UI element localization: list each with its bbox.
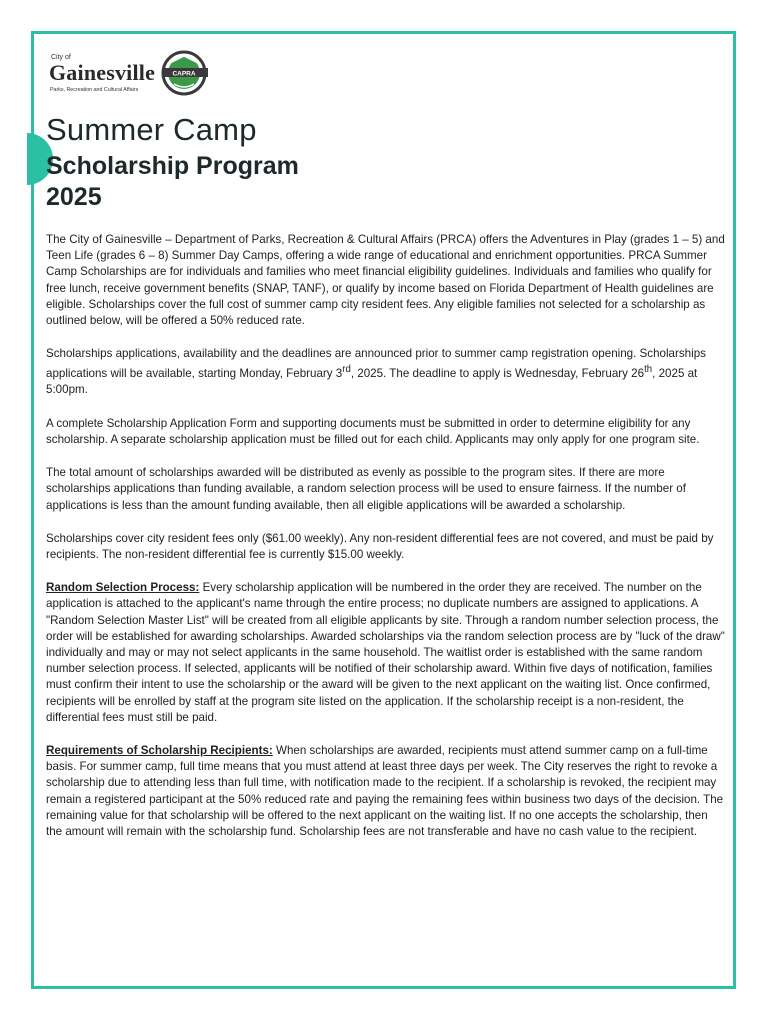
requirements-text: When scholarships are awarded, recipients must attend summer camp on a full-time basis. For summer camp, full time means that you must attend at least three days per week. The City reserves the right to revoke a scholarship due to attending less than full time, with notification made to the recipient. If a scholarship is revoked, the recipient may remain a registered participant at the 50% reduced rate and paying the remaining fees within business two days of the decision. The remaining value for that scholarship will be offered to the next applicant on the waiting list. If no one accepts the scholarship, then the amount will remain with the scholarship fund. Scholarship fees are not transferable and have no cash value to the recipient. xyxy=(46,743,724,838)
document-body xyxy=(46,232,726,857)
svg-text:CAPRA: CAPRA xyxy=(172,70,196,78)
deadline-text-3: , 2025 at 5:00pm. xyxy=(46,367,698,397)
deadline-sup-2: th xyxy=(644,364,653,376)
title-summer-camp: Summer Camp xyxy=(46,112,257,147)
paragraph-random-selection xyxy=(46,580,726,726)
random-selection-text: Every scholarship application will be numbered in the order they are received. The number on the application is attached to the applicant's name through the entire process; no duplicate numbers are assigned to applications. A "Random Selection Master List" will be created from all eligible applicants by site. Through a random number selection process, the order will be established for awarding scholarships. Awarded scholarships via the random selection process are by "luck of the draw" individually and may or may not select applicants in the same household. The waitlist order is established with the same random number selection process. If selected, applicants will be notified of their scholarship award. Within five days of notification, families must confirm their intent to use the scholarship or the award will be given to the next applicant on the waiting list. Once confirmed, recipients will be enrolled by staff at the program site listed on the application. If the scholarship receipt is a non-resident, the differential fees must still be paid. xyxy=(46,581,725,724)
heading-random-selection: Random Selection Process: xyxy=(46,581,200,595)
title-scholarship-program: Scholarship Program xyxy=(46,152,299,180)
deadline-text-1: Scholarships applications, availability and the deadlines are announced prior to summer camp registration opening. Scholarships applications will be available, starting Monday, February 3 xyxy=(46,347,706,381)
logo-subtitle: Parks, Recreation and Cultural Affairs xyxy=(50,87,139,93)
logo-name: Gainesville xyxy=(49,60,156,85)
paragraph-distribution: The total amount of scholarships awarded will be distributed as evenly as possible to the program sites. If there are more scholarships applications than funding available, a random selection process will be used to ensure fairness. If the number of applications is less than the amount funding available, then all eligible applications will be awarded a scholarship. xyxy=(46,466,686,512)
logo-city-of: City of xyxy=(51,54,71,61)
paragraph-intro: The City of Gainesville – Department of Parks, Recreation & Cultural Affairs (PRCA) offers the Adventures in Play (grades 1 – 5) and Teen Life (grades 6 – 8) Summer Day Camps, offering a wide range of educational and enrichment opportunities. PRCA Summer Camp Scholarships are for individuals and families who meet financial eligibility guidelines. Individuals and families who qualify for free lunch, receive government benefits (SNAP, TANF), or qualify by income based on Florida Department of Health guidelines are eligible. Scholarships cover the full cost of summer camp city resident fees. Any eligible families not selected for a scholarship as outlined below, will be offered a 50% reduced rate. xyxy=(46,233,725,328)
heading-requirements: Requirements of Scholarship Recipients: xyxy=(46,743,273,757)
city-logo xyxy=(48,52,218,102)
paragraph-deadlines xyxy=(46,346,726,398)
capra-badge-icon xyxy=(160,50,212,96)
deadline-text-2: , 2025. The deadline to apply is Wednesday, February 26 xyxy=(350,367,645,381)
deadline-sup-1: rd xyxy=(342,364,351,376)
paragraph-application: A complete Scholarship Application Form and supporting documents must be submitted in order to determine eligibility for any scholarship. A separate scholarship application must be filled out for each child. Applicants may only apply for one program site. xyxy=(46,416,700,446)
paragraph-fees: Scholarships cover city resident fees only ($61.00 weekly). Any non-resident differential fees are not covered, and must be paid by recipients. The non-resident differential fee is currently $15.00 weekly. xyxy=(46,531,714,561)
title-year: 2025 xyxy=(46,183,102,211)
paragraph-requirements xyxy=(46,743,726,840)
